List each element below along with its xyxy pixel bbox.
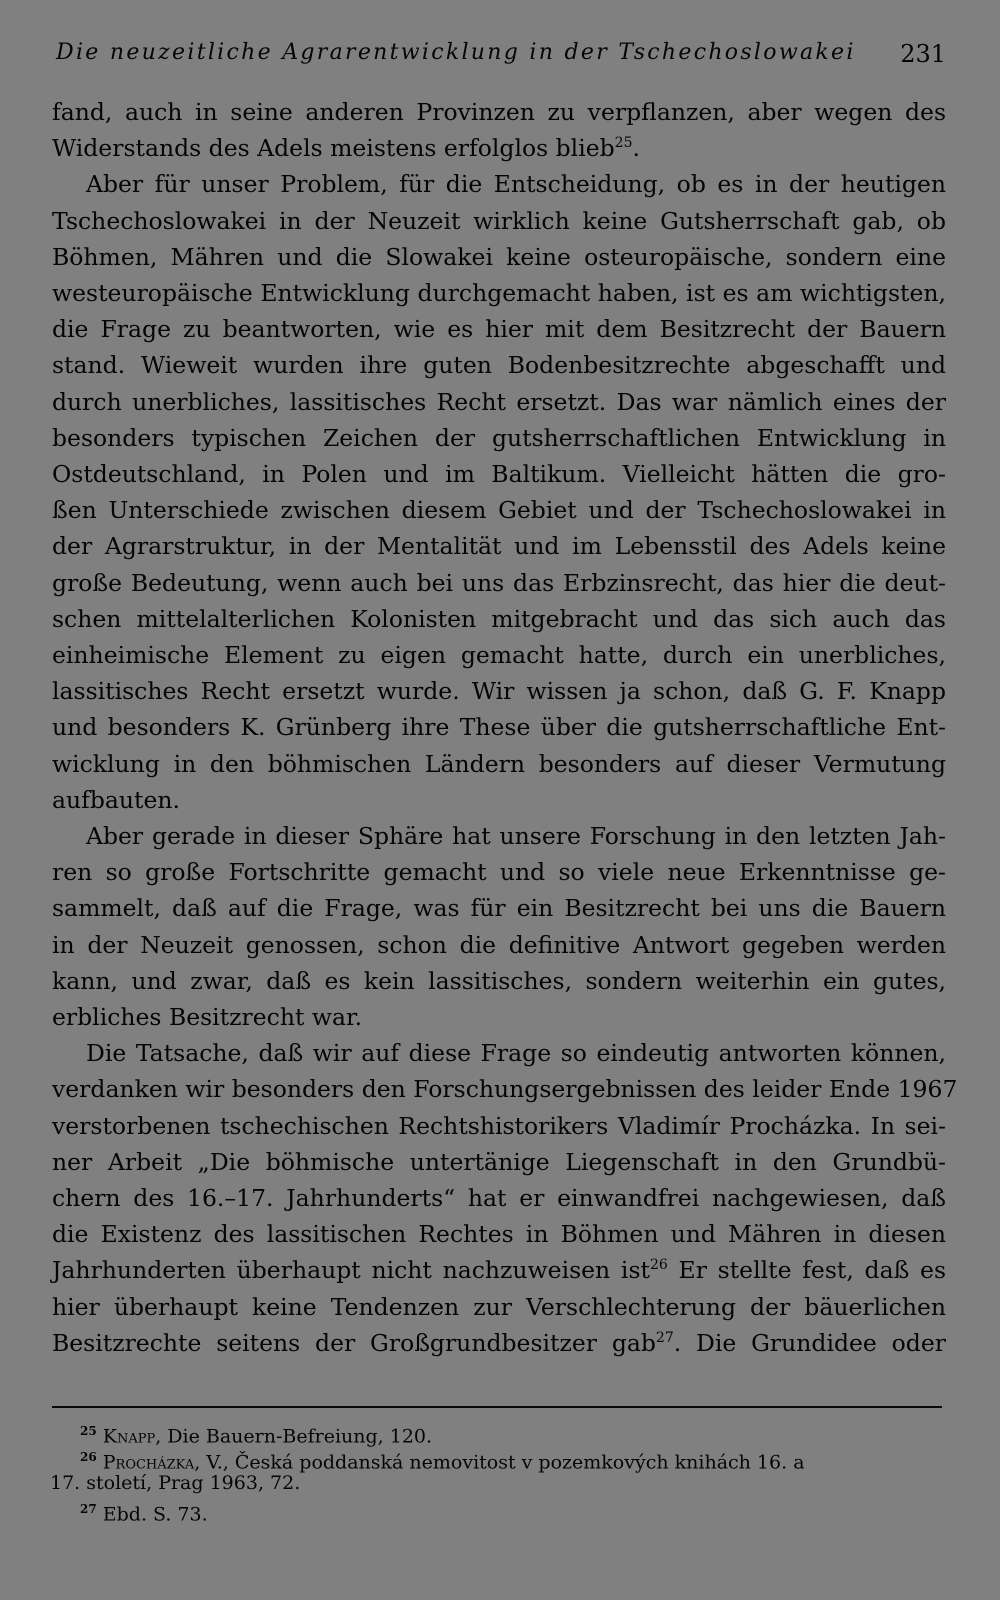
text-line: hier überhaupt keine Tendenzen zur Verschlechterung der bäuerlichen: [52, 1292, 946, 1321]
text-line: Widerstands des Adels meistens erfolglos blieb$^{25}$.: [52, 134, 640, 163]
text-line: verdanken wir besonders den Forschungsergebnissen des leider Ende 1967: [52, 1075, 958, 1104]
footnote-reference: 27: [655, 1329, 674, 1346]
text-line: ßen Unterschiede zwischen diesem Gebiet und der Tschechoslowakei in: [52, 496, 946, 525]
footnote-reference: 25: [614, 135, 633, 152]
text-line: Böhmen, Mähren und die Slowakei keine osteuropäische, sondern eine: [52, 242, 946, 271]
text-line: in der Neuzeit genossen, schon die definitive Antwort gegeben werden: [52, 930, 946, 959]
text-line: Tschechoslowakei in der Neuzeit wirklich keine Gutsherrschaft gab, ob: [52, 206, 946, 235]
footnote-number: 26: [80, 1450, 97, 1464]
footnote-continuation: 17. století, Prag 1963, 72.: [50, 1472, 301, 1494]
text-line: verstorbenen tschechischen Rechtshistorikers Vladimír Procházka. In sei-: [52, 1111, 946, 1140]
text-line: westeuropäische Entwicklung durchgemacht haben, ist es am wichtigsten,: [52, 279, 946, 307]
text-line: und besonders K. Grünberg ihre These über die gutsherrschaftliche Ent-: [52, 713, 946, 742]
text-line: stand. Wieweit wurden ihre guten Bodenbesitzrechte abgeschafft und: [52, 351, 946, 380]
text-line: sammelt, daß auf die Frage, was für ein Besitzrecht bei uns die Bauern: [52, 894, 946, 923]
text-line: lassitisches Recht ersetzt wurde. Wir wissen ja schon, daß G. F. Knapp: [52, 677, 946, 706]
text-line: fand, auch in seine anderen Provinzen zu verpflanzen, aber wegen des: [52, 98, 946, 126]
text-line: Jahrhunderten überhaupt nicht nachzuweisen ist$^{26}$ Er stellte fest, daß es: [52, 1256, 947, 1285]
text-line: einheimische Element zu eigen gemacht hatte, durch ein unerbliches,: [52, 641, 946, 669]
text-line: Die Tatsache, daß wir auf diese Frage so eindeutig antworten können,: [86, 1039, 946, 1068]
footnote-number: 25: [80, 1424, 97, 1438]
page-number: 231: [900, 40, 946, 68]
text-line: der Agrarstruktur, in der Mentalität und im Lebensstil des Adels keine: [52, 532, 946, 561]
footnote: $^{27}$ Ebd. S. 73.: [80, 1502, 208, 1526]
text-line: besonders typischen Zeichen der gutsherrschaftlichen Entwicklung in: [52, 423, 946, 452]
running-title: Die neuzeitliche Agrarentwicklung in der Tschechoslowakei: [56, 40, 856, 65]
text-line: durch unerbliches, lassitisches Recht ersetzt. Das war nämlich eines der: [52, 387, 946, 416]
footnote: $^{26}$ Procházka, V., Česká poddanská nemovitost v pozemkových knihách 16. a: [80, 1450, 805, 1474]
text-line: ner Arbeit „Die böhmische untertänige Liegenschaft in den Grundbü-: [52, 1147, 946, 1176]
text-line: die Frage zu beantworten, wie es hier mit dem Besitzrecht der Bauern: [52, 315, 946, 344]
text-line: Besitzrechte seitens der Großgrundbesitzer gab$^{27}$. Die Grundidee oder: [52, 1328, 946, 1357]
footnote-number: 27: [80, 1502, 97, 1516]
text-line: chern des 16.–17. Jahrhunderts“ hat er einwandfrei nachgewiesen, daß: [52, 1184, 946, 1212]
text-line: wicklung in den böhmischen Ländern besonders auf dieser Vermutung: [52, 749, 946, 778]
text-line: große Bedeutung, wenn auch bei uns das Erbzinsrecht, das hier die deut-: [52, 568, 946, 597]
text-line: Aber für unser Problem, für die Entscheidung, ob es in der heutigen: [86, 170, 946, 199]
running-head: [56, 40, 946, 72]
text-line: ren so große Fortschritte gemacht und so viele neue Erkenntnisse ge-: [52, 858, 946, 887]
text-line: erbliches Besitzrecht war.: [52, 1003, 363, 1031]
text-line: die Existenz des lassitischen Rechtes in Böhmen und Mähren in diesen: [52, 1220, 946, 1249]
text-line: kann, und zwar, daß es kein lassitisches, sondern weiterhin ein gutes,: [52, 966, 946, 995]
text-line: aufbauten.: [52, 785, 180, 814]
footnote-author: Procházka: [102, 1451, 195, 1474]
footnote: $^{25}$ Knapp, Die Bauern-Befreiung, 120.: [80, 1424, 433, 1448]
footnote-rule: [52, 1406, 942, 1408]
footnote-reference: 26: [649, 1257, 668, 1274]
footnote-author: Knapp: [102, 1425, 156, 1448]
text-line: Ostdeutschland, in Polen und im Baltikum. Vielleicht hätten die gro-: [52, 460, 946, 488]
text-line: Aber gerade in dieser Sphäre hat unsere Forschung in den letzten Jah-: [86, 822, 946, 850]
text-line: schen mittelalterlichen Kolonisten mitgebracht und das sich auch das: [52, 604, 946, 633]
